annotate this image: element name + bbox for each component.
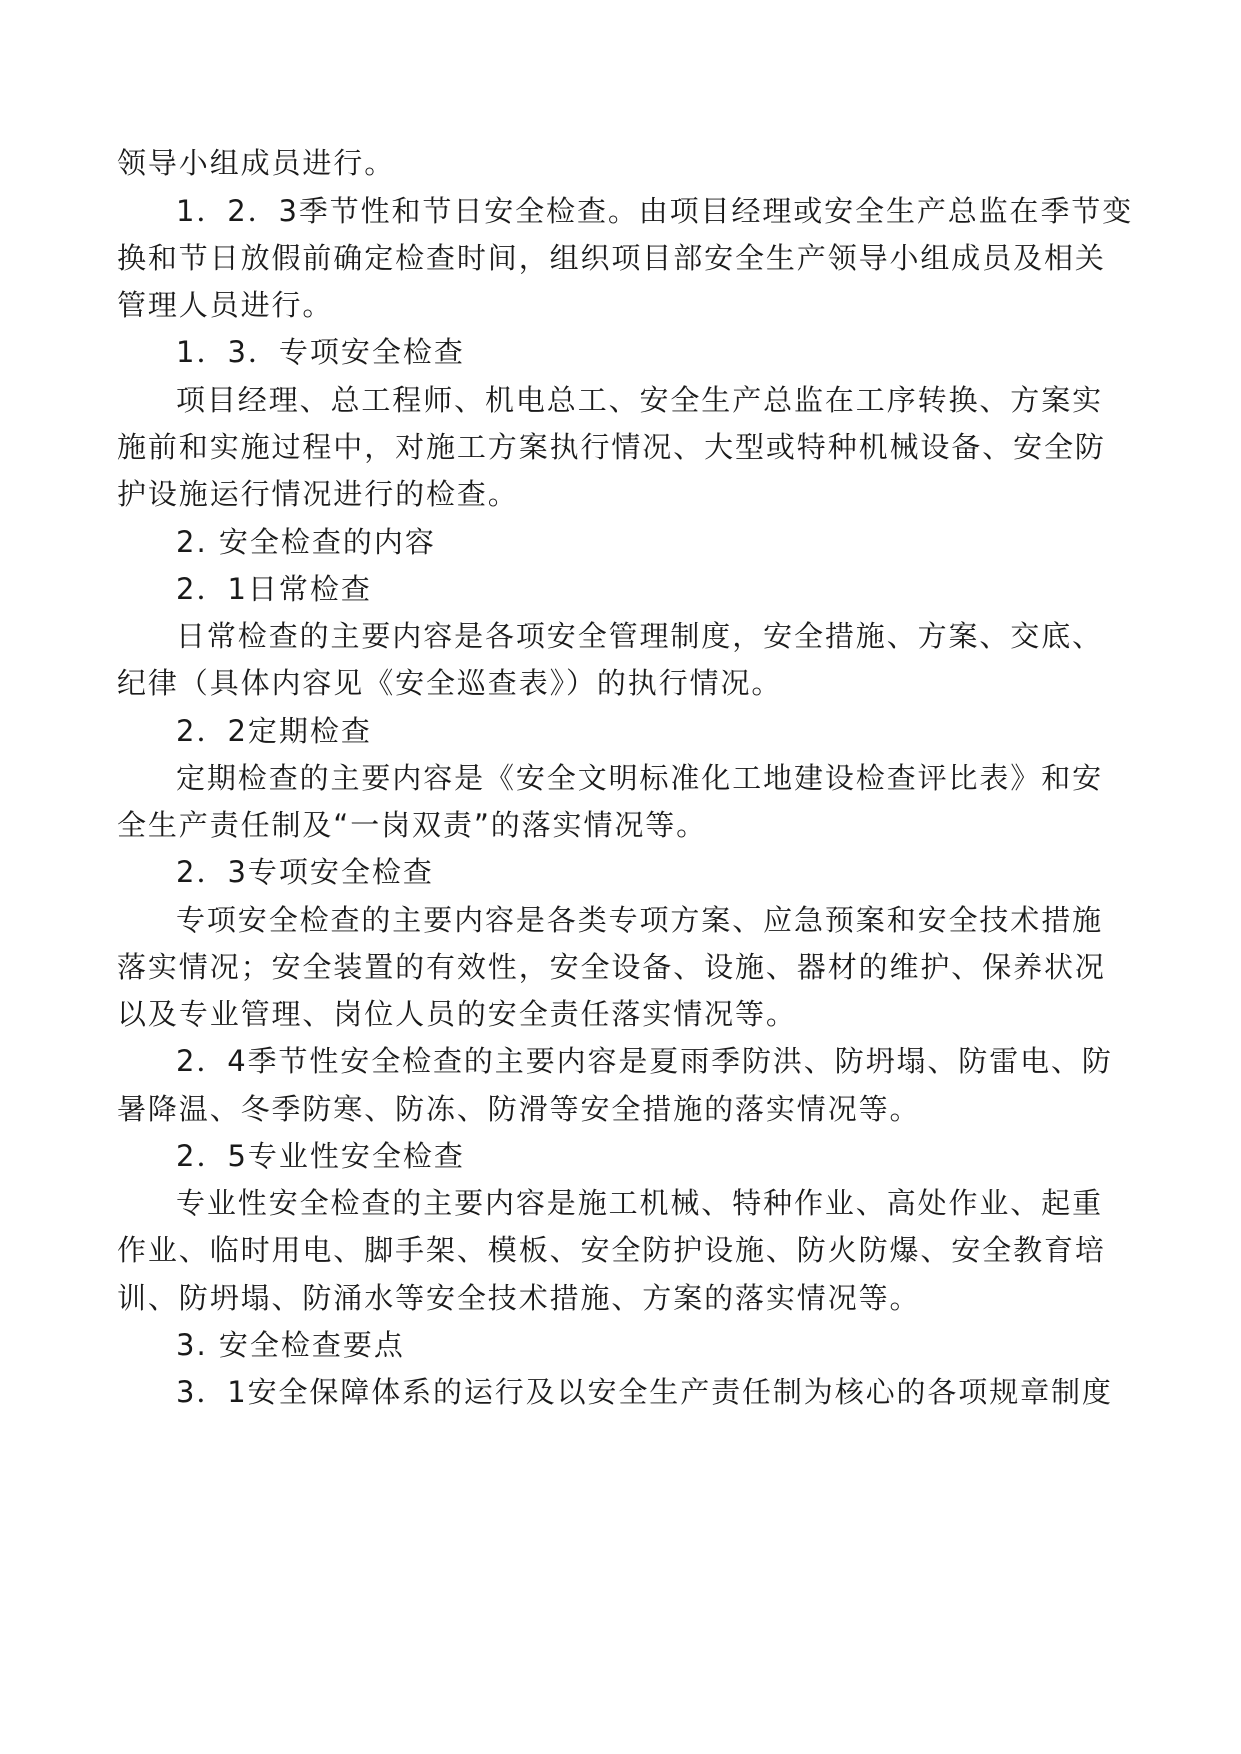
text-line: 3．1安全保障体系的运行及以安全生产责任制为核心的各项规章制度 <box>176 1375 1113 1409</box>
text-line: 领导小组成员进行。 <box>117 146 396 180</box>
text-line: 管理人员进行。 <box>117 288 334 322</box>
text-line: 以及专业管理、岗位人员的安全责任落实情况等。 <box>117 997 797 1031</box>
section-heading: 2．2定期检查 <box>176 714 372 748</box>
text-line: 1．2．3季节性和节日安全检查。由项目经理或安全生产总监在季节变 <box>176 194 1134 228</box>
text-line: 换和节日放假前确定检查时间，组织项目部安全生产领导小组成员及相关 <box>117 241 1106 275</box>
section-heading: 2. 安全检查的内容 <box>176 525 436 559</box>
text-line: 施前和实施过程中，对施工方案执行情况、大型或特种机械设备、安全防 <box>117 430 1106 464</box>
section-heading: 2．5专业性安全检查 <box>176 1139 465 1173</box>
text-line: 项目经理、总工程师、机电总工、安全生产总监在工序转换、方案实 <box>176 383 1104 417</box>
text-line: 定期检查的主要内容是《安全文明标准化工地建设检查评比表》和安 <box>176 761 1104 795</box>
text-line: 作业、临时用电、脚手架、模板、安全防护设施、防火防爆、安全教育培 <box>117 1233 1106 1267</box>
text-line: 训、防坍塌、防涌水等安全技术措施、方案的落实情况等。 <box>117 1281 921 1315</box>
text-line: 暑降温、冬季防寒、防冻、防滑等安全措施的落实情况等。 <box>117 1092 921 1126</box>
text-line: 纪律（具体内容见《安全巡查表》）的执行情况。 <box>117 666 783 700</box>
text-line: 2．4季节性安全检查的主要内容是夏雨季防洪、防坍塌、防雷电、防 <box>176 1044 1113 1078</box>
text-line: 护设施运行情况进行的检查。 <box>117 477 519 511</box>
text-line: 全生产责任制及“一岗双责”的落实情况等。 <box>117 808 708 842</box>
text-line: 日常检查的主要内容是各项安全管理制度，安全措施、方案、交底、 <box>176 619 1104 653</box>
section-heading: 1．3．专项安全检查 <box>176 335 465 369</box>
section-heading: 2．3专项安全检查 <box>176 855 434 889</box>
text-line: 专业性安全检查的主要内容是施工机械、特种作业、高处作业、起重 <box>176 1186 1104 1220</box>
section-heading: 2．1日常检查 <box>176 572 372 606</box>
text-line: 落实情况；安全装置的有效性，安全设备、设施、器材的维护、保养状况 <box>117 950 1106 984</box>
section-heading: 3. 安全检查要点 <box>176 1328 405 1362</box>
text-line: 专项安全检查的主要内容是各类专项方案、应急预案和安全技术措施 <box>176 903 1104 937</box>
